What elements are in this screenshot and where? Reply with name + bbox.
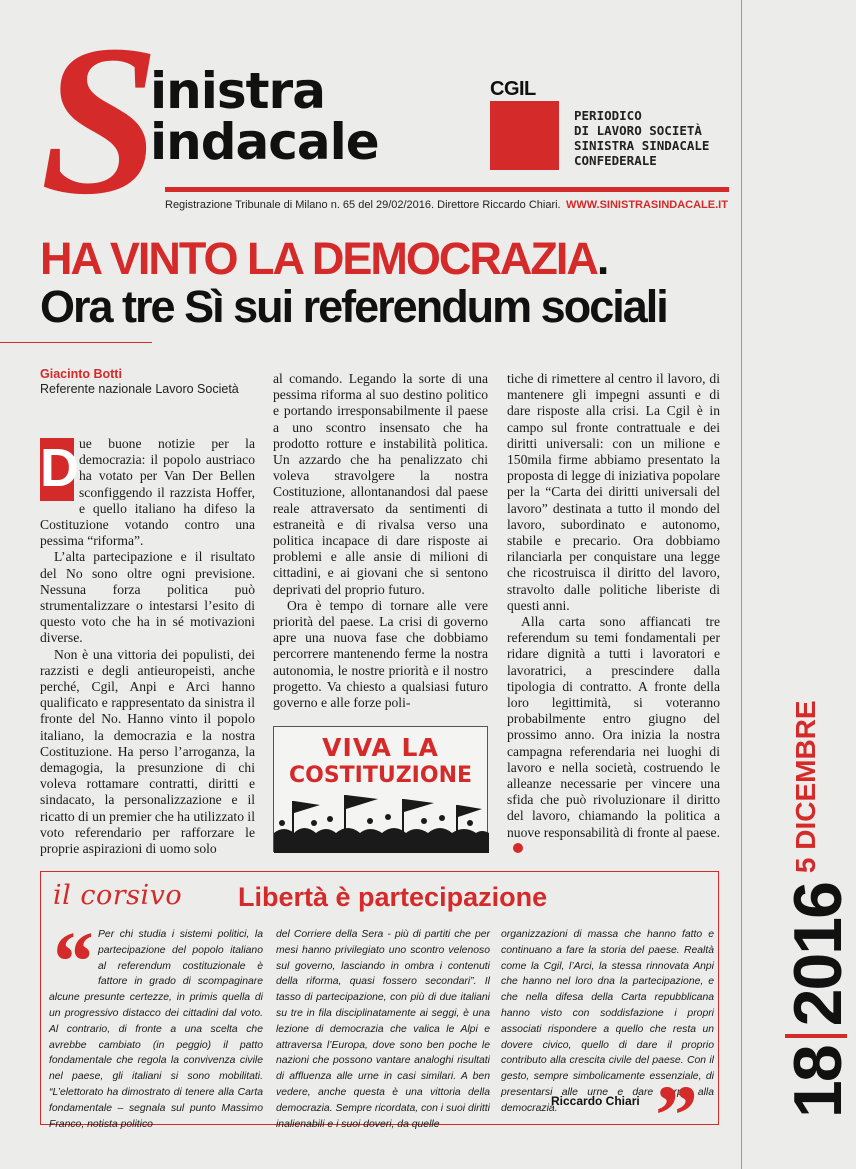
masthead-big-s: S xyxy=(40,0,156,239)
corsivo-text: Per chi studia i sistemi politici, la partecipazione del popolo italiano al referendum costituzionale è fattore in grado di scompaginare alcune presunte certezze, in primis quella di un progressivo distacco dei cittadini dal voto. Al contrario, di fronte a una scelta che avrebbe cambiato (in peggio) il patto fondamentale che regola la convivenza civile nel paese, gli italiani si sono mobilitati. “L’elettorato ha dimostrato di tenere alla Carta fondamentale – segnala sul punto Massimo Franco, notista politico xyxy=(49,929,263,1130)
periodico-description xyxy=(574,108,709,168)
periodico-line: SINISTRA SINDACALE xyxy=(574,138,710,153)
article-column-3 xyxy=(507,371,720,856)
article-paragraph: al comando. Legando la sorte di una pessima riforma al suo destino politico e portando irresponsabilmente il paese a uno scontro insensato che ha prodotto rotture e instabilità politica. Un azzardo che ha penalizzato chi voleva stravolgere la nostra Costituzione, allontanandosi dal paese reale attraversato da sentimenti di estraneità e di rivalsa verso una politica incapace di dare risposte ai problemi e alle ansie di milioni di cittadini, e ai giovani che si sentono deprivati del proprio futuro. xyxy=(273,371,488,597)
article-column-2 xyxy=(273,371,488,717)
corsivo-label: il corsivo xyxy=(53,880,183,911)
author-role: Referente nazionale Lavoro Società xyxy=(40,382,239,396)
cgil-logo-text: CGIL xyxy=(490,78,536,100)
article-paragraph: L’alta partecipazione e il risultato del No sono oltre ogni previsione. Nessuna forza politica può strumentalizzare o intestarsi l’esito di questo voto che ha in sé motivazioni diverse. xyxy=(40,549,255,646)
periodico-line: DI LAVORO SOCIETÀ xyxy=(574,123,702,138)
headline-line1 xyxy=(40,233,608,284)
periodico-line: CONFEDERALE xyxy=(574,153,657,168)
periodico-line: PERIODICO xyxy=(574,108,642,123)
corsivo-column-3: organizzazioni di massa che hanno fatto e continuano a fare la storia del paese. Realtà come la Cgil, l’Arci, la stessa rinnovata Anpi che hanno nel loro dna la partecipazione, e che nella difesa della Carta repubblicana hanno visto con soddisfazione i propri associati rispondere a quello che resta un dovere civico, quello di dare il proprio contributo alla crescita civile del paese. Con il gesto, sempre simbolicamente essenziale, di presentarsi alle urne e dare corpo alla democrazia. xyxy=(501,929,714,1114)
corsivo-signature: Riccardo Chiari xyxy=(551,1094,640,1108)
issue-label xyxy=(780,700,856,1118)
masthead-line2: indacale xyxy=(150,113,379,171)
article-paragraph: ue buone notizie per la democrazia: il popolo austriaco ha votato per Van Der Bellen sconfiggendo il razzista Hoffer, e quello italiano ha difeso la Costituzione votando contro una pessima “riforma”. xyxy=(40,436,255,549)
crowd-flags-icon xyxy=(274,793,489,853)
article-column-1 xyxy=(40,436,255,856)
article-paragraph: Ora è tempo di tornare alle vere priorità del paese. La crisi di governo apre una nuova fase che dobbiamo percorrere mantenendo ferme la nostra autonomia, le nostre priorità e il nostro progetto. Va chiesto a qualsiasi futuro governo e alle forze poli- xyxy=(273,597,488,711)
issue-number: 18 xyxy=(780,1046,856,1118)
article-paragraph-text: Alla carta sono affiancati tre referendum su temi fondamentali per ridare dignità a tutti i lavoratori e lavoratrici, a prescindere dalla tipologia di contratto. A fronte della loro legittimità, si voteranno probabilmente entro giugno del prossimo anno. Ora inizia la nostra campagna referendaria nei luoghi di lavoro e nella società, costruendo le alleanze necessarie per vincere una sfida che può rivoluzionare il diritto del lavoro, chiamando la politica a nuove responsabilità di fronte al paese. xyxy=(507,614,720,840)
headline-dot: . xyxy=(596,233,608,284)
corsivo-title: Libertà è partecipazione xyxy=(238,882,548,912)
registration-info: Registrazione Tribunale di Milano n. 65 del 29/02/2016. Direttore Riccardo Chiari. xyxy=(165,199,561,211)
corsivo-column-1 xyxy=(49,913,263,1130)
article-paragraph: tiche di rimettere al centro il lavoro, di mantenere gli impegni assunti e di dare risposte alla crisi. La Cgil è in campo sul fronte contrattuale e dei diritti universali: con un milione e 150mila firme abbiamo presentato la proposta di legge di iniziativa popolare per la “Carta dei diritti universali del lavoro” destinata a tutto il mondo del lavoro, subordinato e autonomo, stabile e precario. Ora dobbiamo rilanciarla per conquistare una legge che ricostruisca il diritto del lavoro, stravolto dalle politiche liberiste di questi anni. xyxy=(507,371,720,613)
end-mark-icon xyxy=(513,843,523,853)
article-paragraph xyxy=(507,614,720,857)
article-paragraph: Non è una vittoria dei populisti, dei razzisti e degli antieuropeisti, anche perché, Cgil, Anpi e Arci hanno qualificato e rappresentato da sinistra il fronte del No. Hanno vinto il popolo italiano, la democrazia e la nostra Costituzione. Ha perso l’arroganza, la demagogia, la presunzione di chi voleva rottamare contratti, diritti e sindacato, la personalizzazione e il ricatto di un premier che ha utilizzato il voto referendario per rafforzare le proprie aspirazioni di uomo solo xyxy=(40,646,255,857)
cgil-logo-square xyxy=(490,101,559,170)
drop-cap: D xyxy=(40,438,74,501)
headline-rule xyxy=(0,342,152,343)
poster-line2: COSTITUZIONE xyxy=(288,763,473,788)
masthead-divider xyxy=(165,187,729,192)
author-name: Giacinto Botti xyxy=(40,367,122,381)
close-quote-icon: ” xyxy=(655,1067,698,1163)
open-quote-icon: “ xyxy=(49,913,92,1009)
issue-separator xyxy=(785,1034,847,1038)
corsivo-box xyxy=(40,871,719,1163)
headline-line2: Ora tre Sì sui referendum sociali xyxy=(40,281,667,332)
masthead-line1: inistra xyxy=(150,62,325,120)
issue-date: 5 DICEMBRE xyxy=(790,700,821,874)
website-link[interactable]: WWW.SINISTRASINDACALE.IT xyxy=(566,199,728,211)
headline-line1-text: HA VINTO LA DEMOCRAZIA xyxy=(40,233,597,284)
corsivo-column-2: del Corriere della Sera - più di partiti che per mesi hanno privilegiato uno scontro velenoso sul governo, lasciando in ombra i contenuti della riforma, quasi fossero secondari”. Il tasso di partecipazione, con più di due italiani su tre in fila disciplinatamente ai seggi, è una lezione di democrazia che valica le Alpi e attraversa l’Europa, dove sono ben poche le nazioni che possono vantare analoghi risultati di affluenza alle urne in casi similari. A ben vedere, anche questa è una vittoria della democrazia. Sempre ricordata, con i suoi diritti inalienabili e i suoi doveri, da quelle xyxy=(276,929,490,1130)
poster-line1: VIVA LA xyxy=(322,733,439,762)
issue-year: 2016 xyxy=(780,883,856,1027)
viva-costituzione-poster xyxy=(273,726,488,852)
